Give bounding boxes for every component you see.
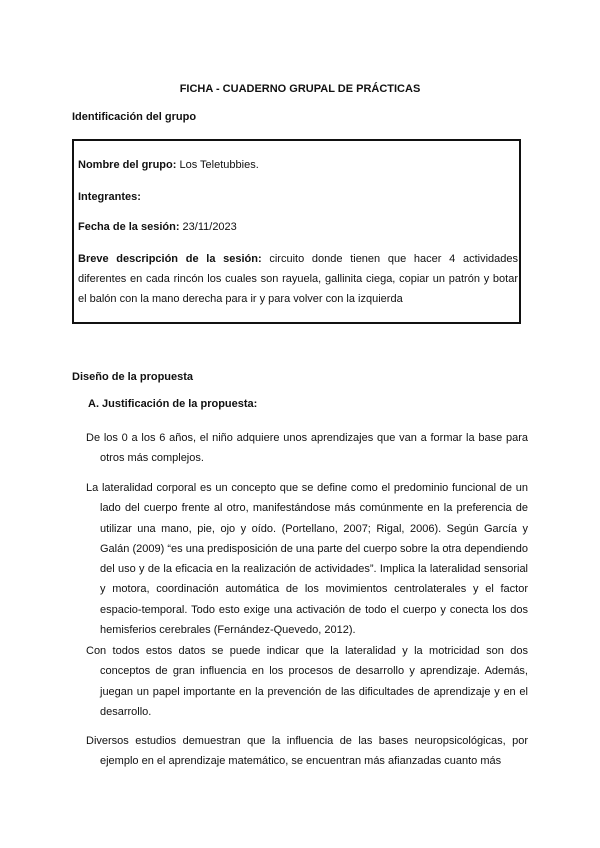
group-name-field [78, 155, 518, 175]
members-label: Integrantes: [78, 191, 141, 203]
design-heading: Diseño de la propuesta [72, 371, 194, 383]
group-name-value: Los Teletubbies. [179, 159, 259, 171]
paragraph-4: Diversos estudios demuestran que la influencia de las bases neuropsicológicas, por ejemplo en el aprendizaje matemático, se encuentran más afianzadas cuanto más [86, 735, 528, 768]
identification-heading: Identificación del grupo [72, 111, 197, 123]
paragraph-2: La lateralidad corporal es un concepto que se define como el predominio funcional de un lado del cuerpo frente al otro, manifestándose más comúnmente en la preferencia de utilizar una mano, pie, ojo y oído. (Portellano, 2007; Rigal, 2006). Según García y Galán (2009) “es una predisposición de una parte del cuerpo sobre la otra dependiendo del uso y de la eficacia en la realización de actividades”. Implica la lateralidad sensorial y motora, coordinación automática de los movimientos centrolaterales y el factor espacio-temporal. Todo esto exige una activación de todo el cuerpo y conecta los dos hemisferios cerebrales (Fernández-Quevedo, 2012). [86, 482, 528, 637]
session-description-value: circuito donde tienen que hacer 4 actividades diferentes en cada rincón los cuales son rayuela, gallinita ciega, copiar un patrón y botar el balón con la mano derecha para ir y para volver con la izquierda [78, 253, 518, 305]
paragraph-1: De los 0 a los 6 años, el niño adquiere unos aprendizajes que van a formar la base para otros más complejos. [86, 432, 528, 465]
session-date-value: 23/11/2023 [182, 221, 237, 233]
group-identification-box [72, 139, 521, 324]
justification-heading: A. Justificación de la propuesta: [88, 398, 258, 410]
paragraph-3: Con todos estos datos se puede indicar que la lateralidad y la motricidad son dos conceptos de gran influencia en los procesos de desarrollo y aprendizaje. Además, juegan un papel importante en la prevención de las dificultades de aprendizaje y en el desarrollo. [86, 645, 528, 718]
document-title: FICHA - CUADERNO GRUPAL DE PRÁCTICAS [179, 83, 421, 95]
session-date-field [78, 217, 518, 237]
session-description-label: Breve descripción de la sesión: [78, 253, 262, 265]
session-description-field [78, 249, 518, 309]
group-name-label: Nombre del grupo: [78, 159, 177, 171]
members-field [78, 187, 518, 207]
session-date-label: Fecha de la sesión: [78, 221, 180, 233]
